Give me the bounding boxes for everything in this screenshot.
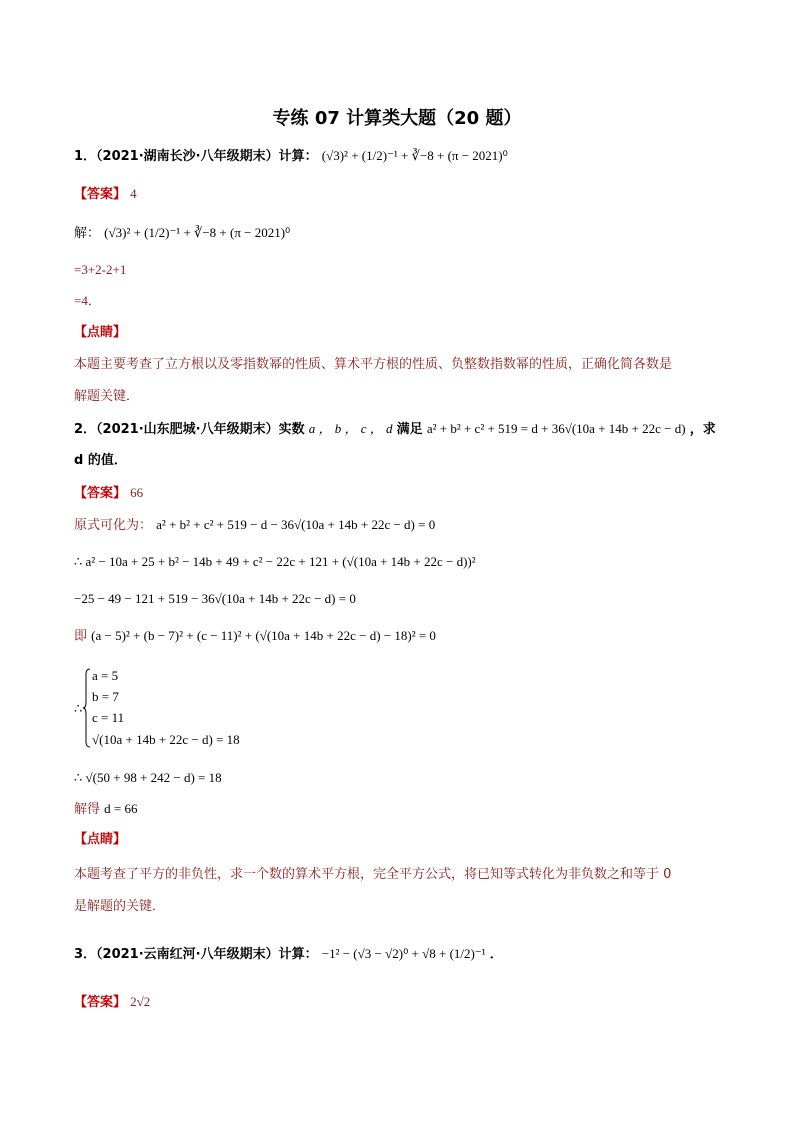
solution-2-step-6 xyxy=(74,800,138,819)
question-3 xyxy=(74,945,503,964)
question-1 xyxy=(74,147,508,166)
comment-1-label xyxy=(74,324,126,342)
answer-2 xyxy=(74,484,143,503)
solution-1 xyxy=(74,224,290,243)
answer-1 xyxy=(74,185,137,204)
question-2-prefix: 2．（2021·山东肥城·八年级期末）实数 xyxy=(74,422,305,437)
question-3-tail: ． xyxy=(489,947,503,962)
question-2-tail: ，求 xyxy=(689,422,716,437)
system-eq-4: √(10a + 14b + 22c − d) = 18 xyxy=(92,732,240,747)
question-1-prefix: 1．（2021·湖南长沙·八年级期末）计算： xyxy=(74,149,318,164)
solution-1-step-2: =4． xyxy=(74,293,101,308)
solution-2-step-1 xyxy=(74,516,435,535)
solution-1-expression: (√3)² + (1/2)⁻¹ + ∛−8 + (π − 2021)⁰ xyxy=(104,225,291,240)
comment-1-line-1: 本题主要考查了立方根以及零指数幂的性质、算术平方根的性质、负整数指数幂的性质，正确化简各数是 xyxy=(74,357,673,372)
comment-2-label xyxy=(74,831,126,849)
question-3-prefix: 3．（2021·云南红河·八年级期末）计算： xyxy=(74,947,318,962)
answer-label: 【答案】 xyxy=(74,995,127,1010)
system-eq-1: a = 5 xyxy=(92,668,119,683)
solution-2-step-6-expression: d = 66 xyxy=(104,801,138,816)
comment-label: 【点睛】 xyxy=(74,325,127,340)
system-therefore: ∴ xyxy=(74,701,83,716)
answer-3-value: 2√2 xyxy=(130,994,151,1009)
question-2-line-2: d 的值． xyxy=(74,453,127,468)
answer-3 xyxy=(74,993,150,1012)
solution-2-step-4-expression: (a − 5)² + (b − 7)² + (c − 11)² + (√(10a + 14b + 22c − d) − 18)² = 0 xyxy=(91,628,436,643)
solution-2-step-1-expression: a² + b² + c² + 519 − d − 36√(10a + 14b + 22c − d) = 0 xyxy=(156,517,436,532)
comment-2-line-2: 是解题的关键． xyxy=(74,899,166,914)
answer-1-value: 4 xyxy=(130,186,137,201)
solution-2-step-2: ∴ a² − 10a + 25 + b² − 14b + 49 + c² − 22c + 121 + (√(10a + 14b + 22c − d))² xyxy=(74,554,476,569)
question-3-expression: −1² − (√3 − √2)⁰ + √8 + (1/2)⁻¹ xyxy=(321,946,486,961)
solution-2-step-4-prefix: 即 xyxy=(74,629,88,644)
system-eq-3: c = 11 xyxy=(92,710,125,725)
solution-2-step-4 xyxy=(74,627,436,646)
question-2-variables: a ， b ， c ， d xyxy=(308,421,393,436)
page-title: 专练 07 计算类大题（20 题） xyxy=(272,108,522,129)
solution-2-step-5: ∴ √(50 + 98 + 242 − d) = 18 xyxy=(74,770,222,785)
comment-label: 【点睛】 xyxy=(74,832,127,847)
question-2-condition: a² + b² + c² + 519 = d + 36√(10a + 14b + 22c − d) xyxy=(426,421,686,436)
comment-1-line-2: 解题关键． xyxy=(74,389,140,404)
system-eq-2: b = 7 xyxy=(92,689,119,704)
comment-2-line-1: 本题考查了平方的非负性，求一个数的算术平方根，完全平方公式，将已知等式转化为非负数之和等于 0 xyxy=(74,867,672,882)
question-1-expression: (√3)² + (1/2)⁻¹ + ∛−8 + (π − 2021)⁰ xyxy=(321,148,508,163)
solution-2-step-3: −25 − 49 − 121 + 519 − 36√(10a + 14b + 22c − d) = 0 xyxy=(74,591,356,606)
answer-label: 【答案】 xyxy=(74,486,127,501)
solution-1-step-1: =3+2-2+1 xyxy=(74,262,127,277)
solution-2-step-1-prefix: 原式可化为： xyxy=(74,518,153,533)
system-brace xyxy=(83,668,91,748)
answer-label: 【答案】 xyxy=(74,187,127,202)
answer-2-value: 66 xyxy=(130,485,144,500)
question-2 xyxy=(74,420,716,439)
solution-2-step-6-prefix: 解得 xyxy=(74,802,101,817)
solution-1-prefix: 解： xyxy=(74,226,101,241)
question-2-condition-label: 满足 xyxy=(396,422,423,437)
